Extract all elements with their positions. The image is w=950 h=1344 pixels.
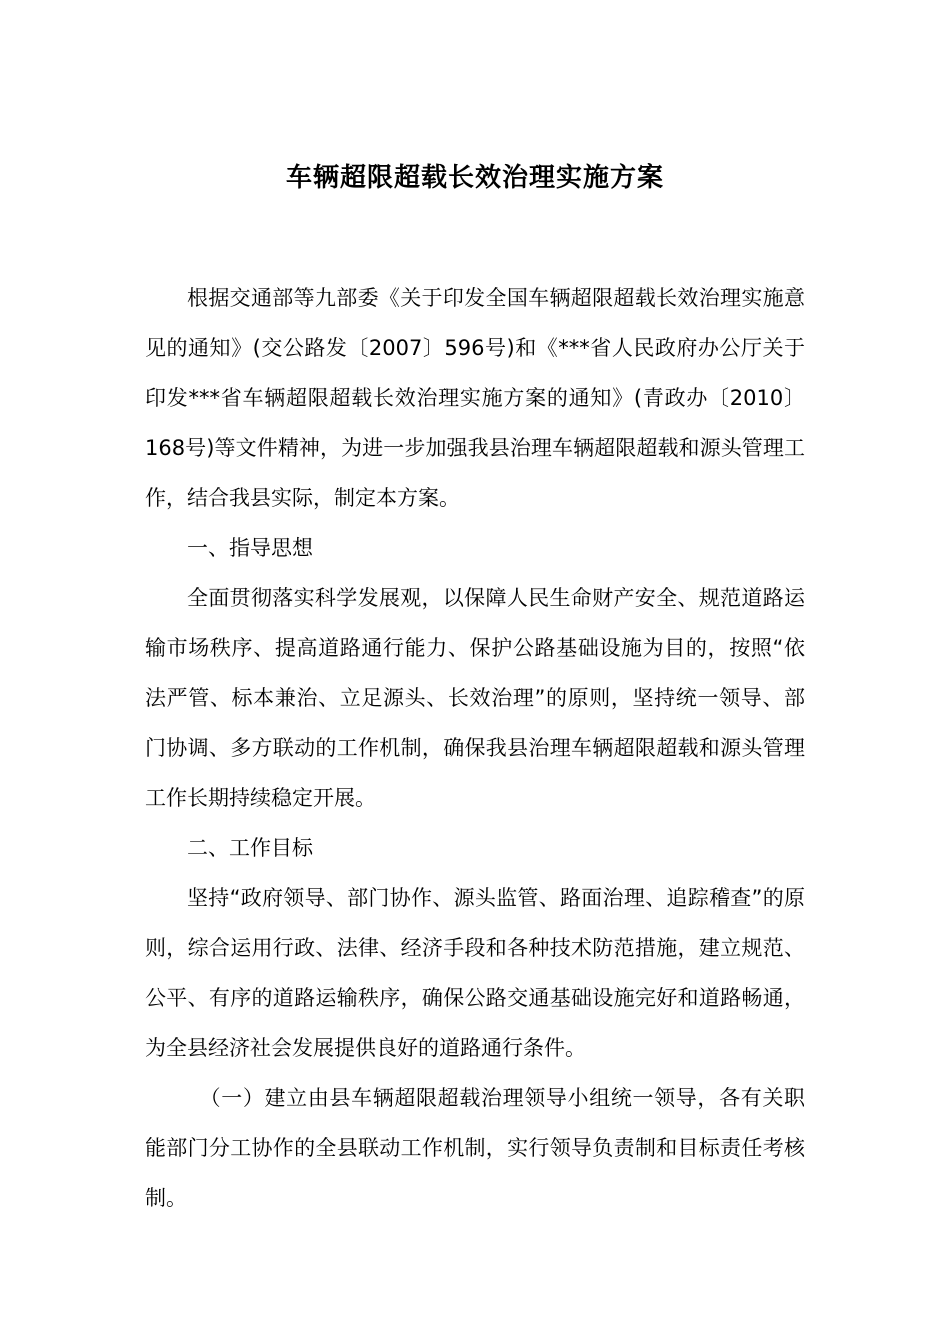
work-goals-paragraph: 坚持“政府领导、部门协作、源头监管、路面治理、追踪稽查”的原则，综合运用行政、法律、经济手段和各种技术防范措施，建立规范、公平、有序的道路运输秩序，确保公路交通基础设施完好和道路畅通，为全县经济社会发展提供良好的道路通行条件。: [145, 886, 805, 1060]
guiding-ideology-paragraph: 全面贯彻落实科学发展观，以保障人民生命财产安全、规范道路运输市场秩序、提高道路通行能力、保护公路基础设施为目的，按照“依法严管、标本兼治、立足源头、长效治理”的原则，坚持统一领导、部门协调、多方联动的工作机制，确保我县治理车辆超限超载和源头管理工作长期持续稳定开展。: [145, 586, 805, 810]
sub-item-paragraph-1: （一）建立由县车辆超限超载治理领导小组统一领导，各有关职能部门分工协作的全县联动工作机制，实行领导负责制和目标责任考核制。: [145, 1086, 805, 1210]
section-heading-guiding-ideology: 一、指导思想: [187, 536, 313, 560]
document-title: 车辆超限超载长效治理实施方案: [285, 163, 664, 193]
section-heading-work-goals: 二、工作目标: [187, 836, 313, 860]
document-body: [145, 273, 805, 1223]
intro-paragraph: 根据交通部等九部委《关于印发全国车辆超限超载长效治理实施意见的通知》(交公路发〔2007〕596号)和《***省人民政府办公厅关于印发***省车辆超限超载长效治理实施方案的通知》(青政办〔2010〕168号)等文件精神，为进一步加强我县治理车辆超限超载和源头管理工作，结合我县实际，制定本方案。: [145, 286, 805, 510]
